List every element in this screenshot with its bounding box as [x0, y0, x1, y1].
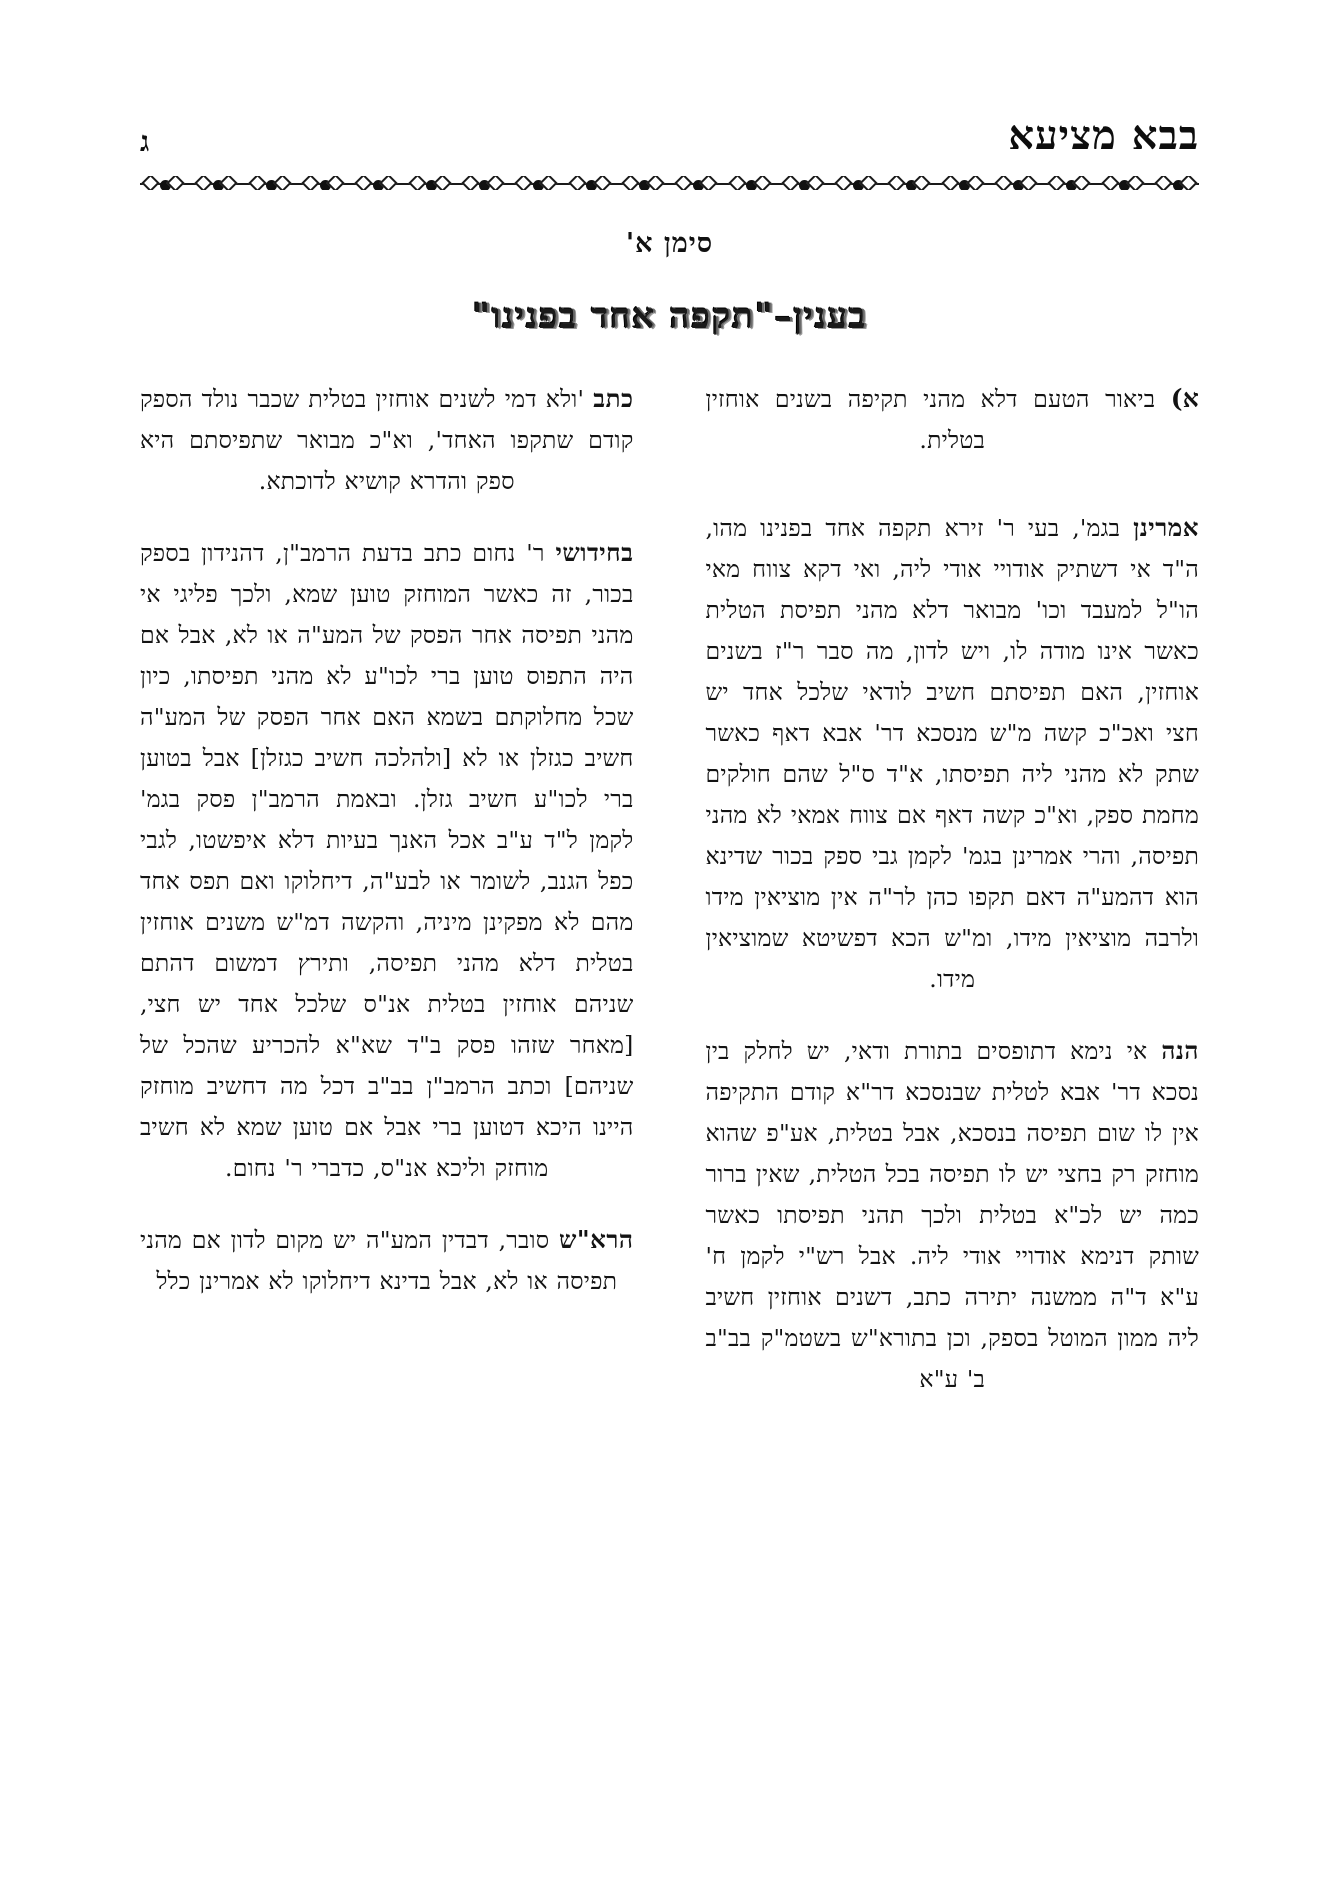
divider-motif-dot-icon [479, 180, 490, 191]
divider-motif-dot-icon [639, 180, 650, 191]
divider-motif-icon [300, 177, 346, 190]
paragraph [140, 1219, 634, 1302]
header-tractate-title: בבא מציעא [1008, 112, 1199, 159]
divider-motif-dot-icon [693, 180, 704, 191]
divider-motif-dot-icon [373, 180, 384, 191]
paragraph-lead-word: בחידושי [555, 538, 634, 567]
paragraph-text: 'ולא דמי לשנים אוחזין בטלית שכבר נולד הספק קודם שתקפו האחד', וא"כ מבואר שתפיסתם היא ספק והדרא קושיא לדוכתא. [140, 385, 634, 495]
paragraph [706, 378, 1200, 461]
divider-motif-dot-icon [1119, 180, 1130, 191]
divider-motif-dot-icon [426, 180, 437, 191]
divider-motif-icon [727, 177, 773, 190]
divider-motif-icon [833, 177, 879, 190]
divider-motif-icon [673, 177, 719, 190]
divider-motif-icon [1046, 177, 1092, 190]
divider-motif-icon [886, 177, 932, 190]
column-left [140, 378, 634, 1849]
divider-motif-icon [940, 177, 986, 190]
paragraph-lead-word: הנה [1161, 1036, 1199, 1065]
divider-motif-dot-icon [959, 180, 970, 191]
divider-motif-row [140, 177, 1199, 190]
body-columns [140, 378, 1199, 1849]
divider-motif-icon [193, 177, 239, 190]
paragraph-text: סובר, דבדין המע"ה יש מקום לדון אם מהני תפיסה או לא, אבל בדינא דיחלוקו לא אמרינן כלל [140, 1226, 618, 1295]
divider-motif-icon [567, 177, 613, 190]
divider-motif-dot-icon [213, 180, 224, 191]
paragraph-text: בגמ', בעי ר' זירא תקפה אחד בפנינו מהו, ה"ד אי דשתיק אודויי אודי ליה, ואי דקא צווח מאי הו"ל למעבד וכו' מבואר דלא מהני תפיסת הטלית כאשר אינו מודה לו, ויש לדון, מה סבר ר"ז בשנים אוחזין, האם תפיסתם חשיב לודאי שלכל אחד יש חצי ואכ"כ קשה מ"ש מנסכא דר' אבא דאף כאשר שתק לא מהני ליה תפיסתו, א"ד ס"ל שהם חולקים מחמת ספק, וא"כ קשה דאף אם צווח אמאי לא מהני תפיסה, והרי אמרינן בגמ' לקמן גבי ספק בכור שדינא הוא דהמע"ה דאם תקפו כהן לר"ה אין מוציאין מידו ולרבה מוציאין מידו, ומ"ש הכא דפשיטא שמוציאין מידו. [705, 514, 1199, 993]
paragraph-text: ביאור הטעם דלא מהני תקיפה בשנים אוחזין בטלית. [705, 385, 1171, 454]
paragraph [706, 1030, 1200, 1400]
paragraph-enumerator: א) [1170, 384, 1199, 413]
paragraph [140, 532, 634, 1189]
divider-motif-dot-icon [1173, 180, 1184, 191]
divider-motif-dot-icon [906, 180, 917, 191]
paragraph-lead-word: אמרינן [1133, 513, 1199, 542]
divider-motif-dot-icon [853, 180, 864, 191]
divider-motif-icon [353, 177, 399, 190]
siman-heading: סימן א' [625, 228, 714, 259]
divider-motif-dot-icon [160, 180, 171, 191]
divider-motif-dot-icon [1013, 180, 1024, 191]
ornamental-divider [140, 176, 1199, 190]
header-folio-number: ג [140, 125, 150, 158]
divider-motif-icon [780, 177, 826, 190]
divider-motif-icon [993, 177, 1039, 190]
paragraph-lead-word: כתב [593, 384, 634, 413]
paragraph [140, 378, 634, 502]
paragraph-lead-word: הרא"ש [559, 1225, 634, 1254]
paragraph-text: אי נימא דתופסים בתורת ודאי, יש לחלק בין נסכא דר' אבא לטלית שבנסכא דר"א קודם התקיפה אין לו שום תפיסה בנסכא, אבל בטלית, אע"פ שהוא מוחזק רק בחצי יש לו תפיסה בכל הטלית, שאין ברור כמה יש לכ"א בטלית ולכך תהני תפיסתו כאשר שותק דנימא אודויי אודי ליה. אבל רש"י לקמן ח' ע"א ד"ה ממשנה יתירה כתב, דשנים אוחזין חשיב ליה ממון המוטל בספק, וכן בתורא"ש בשטמ"ק בב"ב ב' ע"א [705, 1037, 1199, 1393]
divider-motif-dot-icon [266, 180, 277, 191]
divider-motif-icon [620, 177, 666, 190]
divider-motif-dot-icon [799, 180, 810, 191]
column-right [706, 378, 1200, 1849]
divider-motif-dot-icon [746, 180, 757, 191]
running-header [140, 96, 1199, 159]
divider-motif-icon [407, 177, 453, 190]
divider-motif-icon [140, 177, 186, 190]
paragraph-text: ר' נחום כתב בדעת הרמב"ן, דהנידון בספק בכור, זה כאשר המוחזק טוען שמא, ולכך פליגי אי מהני תפיסה אחר הפסק של המע"ה או לא, אבל אם היה התפוס טוען ברי לכו"ע לא מהני תפיסתו, כיון שכל מחלוקתם בשמא האם אחר הפסק של המע"ה חשיב כגזלן או לא [ולהלכה חשיב כגזלן] אבל בטוען ברי לכו"ע חשיב גזלן. ובאמת הרמב"ן פסק בגמ' לקמן ל"ד ע"ב אכל האנך בעיות דלא איפשטו, לגבי כפל הגנב, לשומר או לבע"ה, דיחלוקו ואם תפס אחד מהם לא מפקינן מיניה, והקשה דמ"ש משנים אוחזין בטלית דלא מהני תפיסה, ותירץ דמשום דהתם שניהם אוחזין בטלית אנ"ס שלכל אחד יש חצי, [מאחר שזהו פסק ב"ד שא"א להכריע שהכל של שניהם] וכתב הרמב"ן בב"ב דכל מה דחשיב מוחזק היינו היכא דטוען ברי אבל אם טוען שמא לא חשיב מוחזק וליכא אנ"ס, כדברי ר' נחום. [140, 539, 634, 1182]
divider-motif-icon [247, 177, 293, 190]
divider-motif-dot-icon [533, 180, 544, 191]
divider-motif-icon [460, 177, 506, 190]
divider-motif-dot-icon [1066, 180, 1077, 191]
page-title: בענין–"תקפה אחד בפנינו" [471, 296, 868, 337]
divider-motif-dot-icon [320, 180, 331, 191]
divider-motif-dot-icon [586, 180, 597, 191]
divider-motif-icon [1100, 177, 1146, 190]
divider-motif-icon [513, 177, 559, 190]
paragraph [706, 507, 1200, 1000]
divider-motif-icon [1153, 177, 1199, 190]
